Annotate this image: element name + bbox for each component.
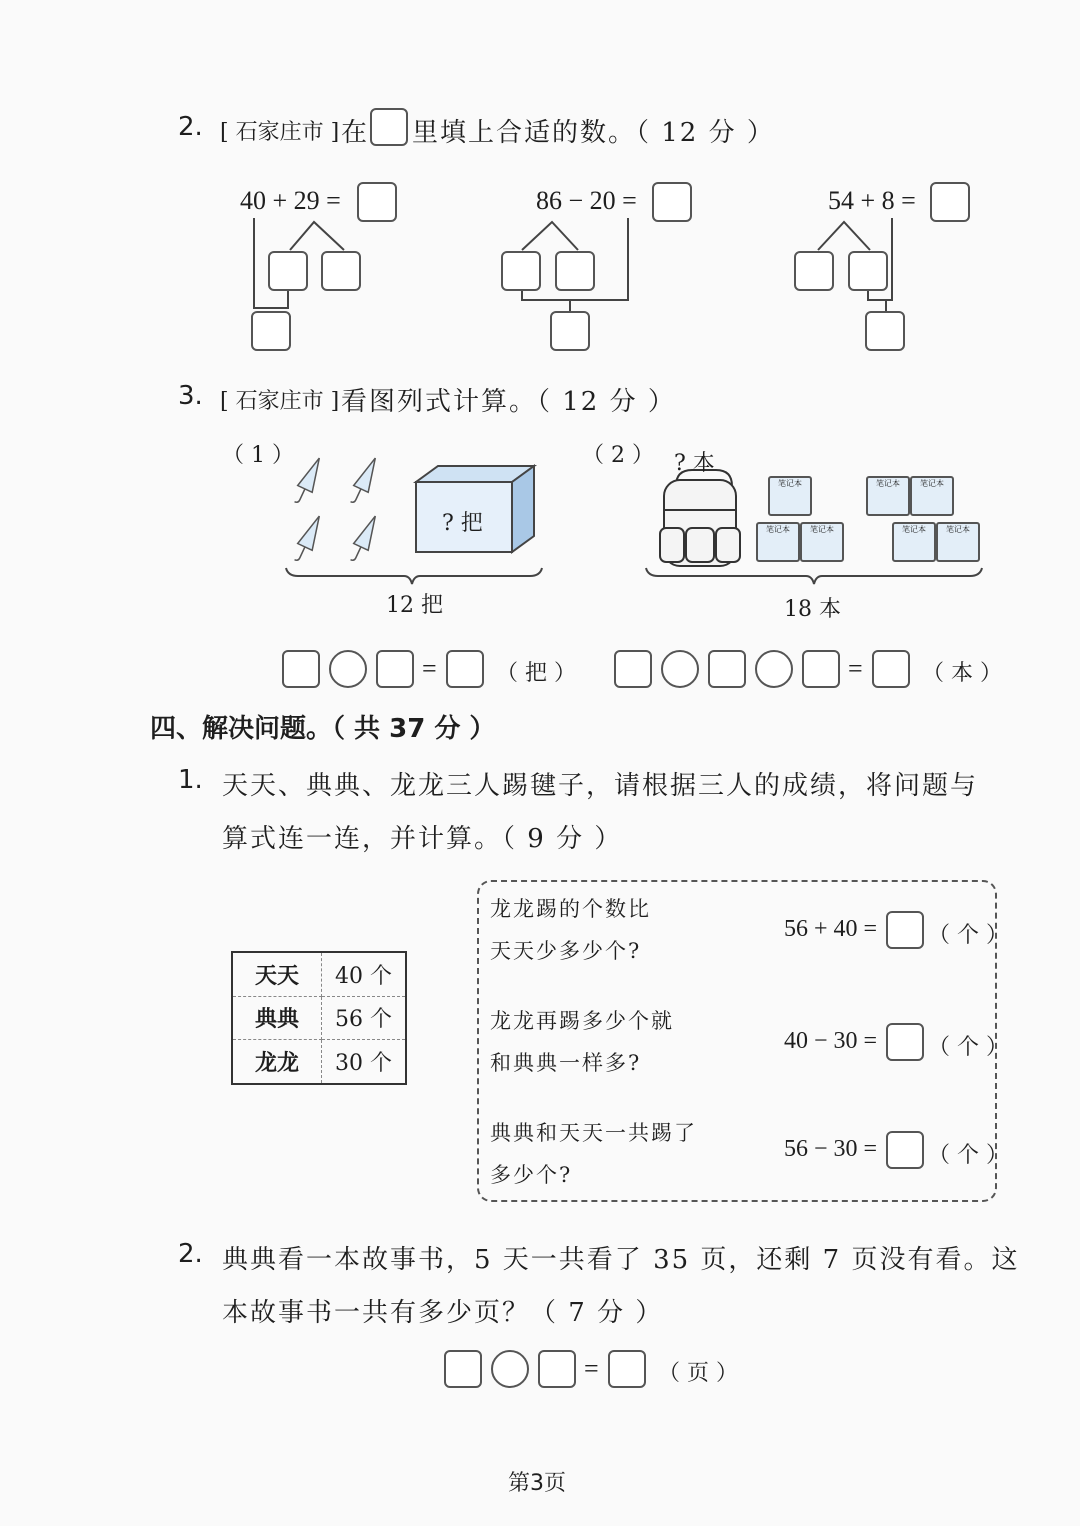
notebook-icon: 笔记本 <box>756 522 800 562</box>
q3-part1-label: （ 1 ） <box>222 443 294 468</box>
notebook-icon: 笔记本 <box>892 522 936 562</box>
q2-expr-1: 40 + 29 = <box>240 186 341 215</box>
q2-text-before: 在 <box>341 118 370 148</box>
q2-expr-3: 54 + 8 = <box>828 186 916 215</box>
match-unit-2: （ 个 ） <box>928 1035 1008 1060</box>
q3-1-equals: = <box>422 654 437 683</box>
match-question-2-line-1: 龙龙再踢多少个就 <box>490 1009 674 1033</box>
q3-total-1: 12 把 <box>386 593 443 618</box>
match-question-3-line-2: 多少个? <box>490 1163 573 1187</box>
q3-2-operator-circle-b[interactable] <box>755 650 793 688</box>
match-answer-box-3[interactable] <box>886 1131 924 1169</box>
match-question-2-line-2: 和典典一样多? <box>490 1051 642 1075</box>
notebook-icon: 笔记本 <box>910 476 954 516</box>
q3-text: 看图列式计算。（ 12 分 ） <box>341 387 676 417</box>
match-question-3-line-1: 典典和天天一共踢了 <box>490 1121 697 1145</box>
q2-number: 2. <box>178 112 203 142</box>
p2-operator-circle[interactable] <box>491 1350 529 1388</box>
table-row <box>232 996 406 1040</box>
p2-result-box[interactable] <box>608 1350 646 1388</box>
p1-line-2: 算式连一连，并计算。（ 9 分 ） <box>222 824 623 854</box>
table-name-cell: 典典 <box>232 996 322 1040</box>
match-expr-1: 56 + 40 = <box>784 916 878 942</box>
match-unit-3: （ 个 ） <box>928 1143 1008 1168</box>
q2-text-after: 里填上合适的数。（ 12 分 ） <box>412 118 775 148</box>
notebook-icon: 笔记本 <box>936 522 980 562</box>
q2-expr-2: 86 − 20 = <box>536 186 637 215</box>
notebook-icon: 笔记本 <box>866 476 910 516</box>
q3-2-operand-box-b[interactable] <box>708 650 746 688</box>
p2-unit: （ 页 ） <box>658 1361 738 1386</box>
match-question-1-line-2: 天天少多少个? <box>490 939 642 963</box>
table-count-cell: 40 个 <box>322 952 407 996</box>
p2-line-1: 典典看一本故事书，5 天一共看了 35 页，还剩 7 页没有看。这 <box>222 1245 1020 1275</box>
box-label: ? 把 <box>442 511 483 536</box>
match-question-1-line-1: 龙龙踢的个数比 <box>490 897 651 921</box>
p2-number: 2. <box>178 1239 203 1269</box>
table-count-cell: 56 个 <box>322 996 407 1040</box>
q3-1-operand-box-a[interactable] <box>282 650 320 688</box>
q3-2-result-box[interactable] <box>872 650 910 688</box>
match-expr-3: 56 − 30 = <box>784 1136 878 1162</box>
p2-operand-box-a[interactable] <box>444 1350 482 1388</box>
notebook-icon: 笔记本 <box>800 522 844 562</box>
notebook-icon: 笔记本 <box>768 476 812 516</box>
q3-region-tag: [ 石家庄市 ] <box>220 389 340 414</box>
q3-2-operand-box-c[interactable] <box>802 650 840 688</box>
table-name-cell: 天天 <box>232 952 322 996</box>
table-count-cell: 30 个 <box>322 1040 407 1084</box>
q3-1-result-box[interactable] <box>446 650 484 688</box>
p2-equals: = <box>584 1354 599 1383</box>
p2-line-2: 本故事书一共有多少页？（ 7 分 ） <box>222 1298 664 1328</box>
match-answer-box-2[interactable] <box>886 1023 924 1061</box>
q3-1-unit: （ 把 ） <box>496 661 576 686</box>
q3-2-unit: （ 本 ） <box>922 661 1002 686</box>
q3-1-operator-circle[interactable] <box>329 650 367 688</box>
table-row <box>232 952 406 996</box>
q3-2-operator-circle-a[interactable] <box>661 650 699 688</box>
p1-line-1: 天天、典典、龙龙三人踢毽子，请根据三人的成绩，将问题与 <box>222 771 979 801</box>
section-4-title: 四、解决问题。（ 共 37 分 ） <box>150 714 496 744</box>
q3-part2-label: （ 2 ） <box>582 443 654 468</box>
match-expr-2: 40 − 30 = <box>784 1028 878 1054</box>
q3-2-equals: = <box>848 654 863 683</box>
backpack-label: ? 本 <box>674 451 715 476</box>
table-name-cell: 龙龙 <box>232 1040 322 1084</box>
q3-1-operand-box-b[interactable] <box>376 650 414 688</box>
match-unit-1: （ 个 ） <box>928 923 1008 948</box>
page-number: 第3页 <box>508 1471 566 1496</box>
match-answer-box-1[interactable] <box>886 911 924 949</box>
q3-number: 3. <box>178 381 203 411</box>
q2-region-tag: [ 石家庄市 ] <box>220 120 340 145</box>
score-table <box>231 951 407 1085</box>
table-row <box>232 1040 406 1084</box>
p2-operand-box-b[interactable] <box>538 1350 576 1388</box>
p1-number: 1. <box>178 765 203 795</box>
q3-2-operand-box-a[interactable] <box>614 650 652 688</box>
q3-total-2: 18 本 <box>784 597 841 622</box>
